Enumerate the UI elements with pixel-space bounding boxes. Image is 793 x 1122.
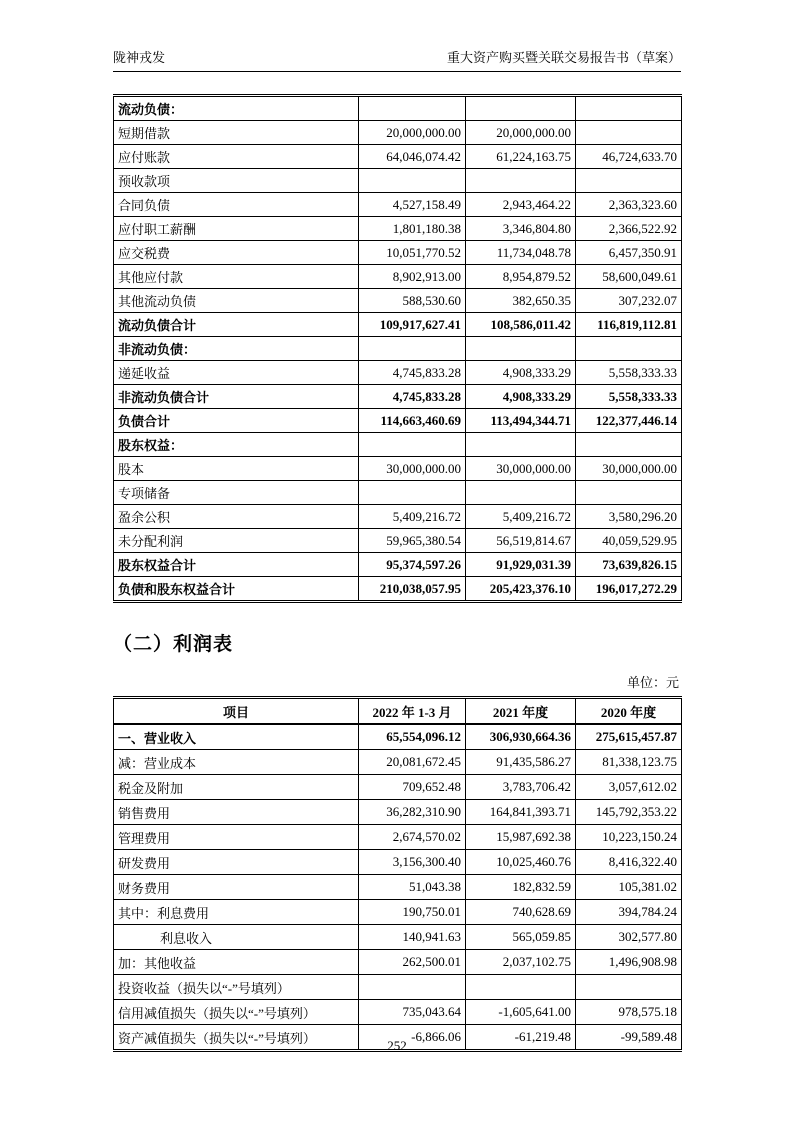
row-label-cell: 研发费用	[114, 850, 359, 875]
value-cell	[576, 975, 682, 1000]
row-label-cell: 财务费用	[114, 875, 359, 900]
value-cell: 56,519,814.67	[466, 529, 576, 553]
value-cell: 140,941.63	[359, 925, 466, 950]
row-label-cell: 其他应付款	[114, 265, 359, 289]
row-label-cell: 资产减值损失（损失以“-”号填列）	[114, 1025, 359, 1051]
row-label-cell: 股本	[114, 457, 359, 481]
row-label-cell: 流动负债合计	[114, 313, 359, 337]
value-cell: 30,000,000.00	[359, 457, 466, 481]
value-cell: 740,628.69	[466, 900, 576, 925]
value-cell: 3,346,804.80	[466, 217, 576, 241]
value-cell: 3,057,612.02	[576, 775, 682, 800]
value-cell: 108,586,011.42	[466, 313, 576, 337]
table-row	[114, 950, 682, 975]
value-cell: 11,734,048.78	[466, 241, 576, 265]
value-cell: 105,381.02	[576, 875, 682, 900]
row-label-cell: 一、营业收入	[114, 724, 359, 750]
table-row	[114, 900, 682, 925]
value-cell: 46,724,633.70	[576, 145, 682, 169]
value-cell	[466, 433, 576, 457]
table-row	[114, 975, 682, 1000]
value-cell: 10,223,150.24	[576, 825, 682, 850]
row-label-cell: 销售费用	[114, 800, 359, 825]
income-table-header-row	[114, 698, 682, 725]
row-label-cell: 负债合计	[114, 409, 359, 433]
value-cell: 116,819,112.81	[576, 313, 682, 337]
row-label-cell: 专项储备	[114, 481, 359, 505]
row-label-cell: 负债和股东权益合计	[114, 577, 359, 602]
value-cell: 73,639,826.15	[576, 553, 682, 577]
row-label-cell: 股东权益合计	[114, 553, 359, 577]
table-row	[114, 409, 682, 433]
table-row	[114, 96, 682, 121]
value-cell: 2,366,522.92	[576, 217, 682, 241]
value-cell: 2,943,464.22	[466, 193, 576, 217]
table-row	[114, 553, 682, 577]
value-cell	[576, 433, 682, 457]
table-row	[114, 925, 682, 950]
value-cell	[466, 337, 576, 361]
value-cell: 36,282,310.90	[359, 800, 466, 825]
value-cell	[576, 337, 682, 361]
value-cell: 2,674,570.02	[359, 825, 466, 850]
row-label-cell: 未分配利润	[114, 529, 359, 553]
value-cell: 40,059,529.95	[576, 529, 682, 553]
value-cell: 20,081,672.45	[359, 750, 466, 775]
value-cell: 61,224,163.75	[466, 145, 576, 169]
value-cell: 4,908,333.29	[466, 385, 576, 409]
table-row	[114, 265, 682, 289]
value-cell: 210,038,057.95	[359, 577, 466, 602]
value-cell: 65,554,096.12	[359, 724, 466, 750]
row-label-cell: 利息收入	[114, 925, 359, 950]
value-cell: -61,219.48	[466, 1025, 576, 1051]
table-row	[114, 825, 682, 850]
table-row	[114, 577, 682, 602]
income-statement-table	[113, 696, 682, 1052]
row-label-cell: 减：营业成本	[114, 750, 359, 775]
table-row	[114, 145, 682, 169]
value-cell: 20,000,000.00	[466, 121, 576, 145]
table-row	[114, 193, 682, 217]
value-cell: 20,000,000.00	[359, 121, 466, 145]
value-cell: 58,600,049.61	[576, 265, 682, 289]
value-cell: 394,784.24	[576, 900, 682, 925]
row-label-cell: 应付账款	[114, 145, 359, 169]
row-label-cell: 非流动负债合计	[114, 385, 359, 409]
row-label-cell: 加：其他收益	[114, 950, 359, 975]
value-cell: 91,435,586.27	[466, 750, 576, 775]
row-label-cell: 预收款项	[114, 169, 359, 193]
table-row	[114, 505, 682, 529]
row-label-cell: 盈余公积	[114, 505, 359, 529]
row-label-cell: 股东权益：	[114, 433, 359, 457]
value-cell: 4,908,333.29	[466, 361, 576, 385]
value-cell: 3,156,300.40	[359, 850, 466, 875]
value-cell: 3,580,296.20	[576, 505, 682, 529]
value-cell: 709,652.48	[359, 775, 466, 800]
value-cell	[359, 481, 466, 505]
value-cell	[359, 96, 466, 121]
value-cell: 95,374,597.26	[359, 553, 466, 577]
value-cell	[466, 481, 576, 505]
value-cell: 10,051,770.52	[359, 241, 466, 265]
value-cell: 4,745,833.28	[359, 361, 466, 385]
document-header	[113, 50, 681, 72]
value-cell: 10,025,460.76	[466, 850, 576, 875]
value-cell	[576, 121, 682, 145]
value-cell: 5,558,333.33	[576, 361, 682, 385]
table-row	[114, 875, 682, 900]
value-cell: 6,457,350.91	[576, 241, 682, 265]
balance-sheet-liabilities-table	[113, 94, 682, 603]
value-cell: 307,232.07	[576, 289, 682, 313]
value-cell: 302,577.80	[576, 925, 682, 950]
value-cell: 565,059.85	[466, 925, 576, 950]
page-number: 252	[387, 1038, 407, 1053]
value-cell: 978,575.18	[576, 1000, 682, 1025]
column-header-2021: 2021 年度	[466, 698, 576, 725]
row-label-cell: 流动负债：	[114, 96, 359, 121]
table-row	[114, 481, 682, 505]
page-content	[113, 50, 681, 1052]
table-row	[114, 337, 682, 361]
value-cell	[466, 169, 576, 193]
row-label-cell: 应付职工薪酬	[114, 217, 359, 241]
value-cell	[466, 975, 576, 1000]
value-cell: 81,338,123.75	[576, 750, 682, 775]
value-cell: 2,363,323.60	[576, 193, 682, 217]
header-company-name: 陇神戎发	[113, 50, 166, 65]
table-row	[114, 457, 682, 481]
row-label-cell: 合同负债	[114, 193, 359, 217]
value-cell: 8,416,322.40	[576, 850, 682, 875]
value-cell	[466, 96, 576, 121]
row-label-cell: 信用减值损失（损失以“-”号填列）	[114, 1000, 359, 1025]
value-cell: 190,750.01	[359, 900, 466, 925]
value-cell: 8,902,913.00	[359, 265, 466, 289]
value-cell: 113,494,344.71	[466, 409, 576, 433]
value-cell: 588,530.60	[359, 289, 466, 313]
value-cell	[576, 481, 682, 505]
value-cell: 306,930,664.36	[466, 724, 576, 750]
value-cell: 5,409,216.72	[359, 505, 466, 529]
value-cell: 114,663,460.69	[359, 409, 466, 433]
column-header-2022q1: 2022 年 1-3 月	[359, 698, 466, 725]
row-label-cell: 非流动负债：	[114, 337, 359, 361]
row-label-cell: 其中：利息费用	[114, 900, 359, 925]
table-row	[114, 775, 682, 800]
row-label-cell: 管理费用	[114, 825, 359, 850]
value-cell: 1,496,908.98	[576, 950, 682, 975]
value-cell: -6,866.06	[359, 1025, 466, 1051]
value-cell: 3,783,706.42	[466, 775, 576, 800]
unit-label: 单位：元	[626, 675, 679, 690]
value-cell: 145,792,353.22	[576, 800, 682, 825]
value-cell: 275,615,457.87	[576, 724, 682, 750]
table-row	[114, 169, 682, 193]
value-cell: 262,500.01	[359, 950, 466, 975]
value-cell	[576, 169, 682, 193]
value-cell	[359, 433, 466, 457]
table-row	[114, 217, 682, 241]
value-cell: 109,917,627.41	[359, 313, 466, 337]
table-row	[114, 800, 682, 825]
value-cell: 182,832.59	[466, 875, 576, 900]
value-cell: 196,017,272.29	[576, 577, 682, 602]
value-cell: 5,409,216.72	[466, 505, 576, 529]
table-row	[114, 313, 682, 337]
table-row	[114, 750, 682, 775]
value-cell: 2,037,102.75	[466, 950, 576, 975]
row-label-cell: 其他流动负债	[114, 289, 359, 313]
table-row	[114, 529, 682, 553]
value-cell: 4,745,833.28	[359, 385, 466, 409]
header-report-title: 重大资产购买暨关联交易报告书（草案）	[446, 50, 681, 65]
table-row	[114, 361, 682, 385]
table-row	[114, 241, 682, 265]
value-cell: 1,801,180.38	[359, 217, 466, 241]
value-cell: 205,423,376.10	[466, 577, 576, 602]
value-cell: -1,605,641.00	[466, 1000, 576, 1025]
row-label-cell: 税金及附加	[114, 775, 359, 800]
value-cell	[359, 169, 466, 193]
value-cell: 30,000,000.00	[466, 457, 576, 481]
value-cell: 735,043.64	[359, 1000, 466, 1025]
value-cell: 64,046,074.42	[359, 145, 466, 169]
row-label-cell: 应交税费	[114, 241, 359, 265]
value-cell: 8,954,879.52	[466, 265, 576, 289]
value-cell: 5,558,333.33	[576, 385, 682, 409]
section-title: （二）利润表	[113, 634, 234, 655]
value-cell: 4,527,158.49	[359, 193, 466, 217]
value-cell: 382,650.35	[466, 289, 576, 313]
value-cell	[576, 96, 682, 121]
table-row	[114, 385, 682, 409]
value-cell: 15,987,692.38	[466, 825, 576, 850]
row-label-cell: 递延收益	[114, 361, 359, 385]
table-row	[114, 724, 682, 750]
value-cell: -99,589.48	[576, 1025, 682, 1051]
value-cell: 91,929,031.39	[466, 553, 576, 577]
value-cell: 164,841,393.71	[466, 800, 576, 825]
value-cell: 59,965,380.54	[359, 529, 466, 553]
column-header-2020: 2020 年度	[576, 698, 682, 725]
value-cell	[359, 975, 466, 1000]
table-row	[114, 850, 682, 875]
row-label-cell: 短期借款	[114, 121, 359, 145]
value-cell	[359, 337, 466, 361]
row-label-cell: 投资收益（损失以“-”号填列）	[114, 975, 359, 1000]
table-row	[114, 433, 682, 457]
value-cell: 51,043.38	[359, 875, 466, 900]
column-header-item: 项目	[114, 698, 359, 725]
table-row	[114, 289, 682, 313]
value-cell: 30,000,000.00	[576, 457, 682, 481]
table-row	[114, 121, 682, 145]
table-row	[114, 1000, 682, 1025]
value-cell: 122,377,446.14	[576, 409, 682, 433]
